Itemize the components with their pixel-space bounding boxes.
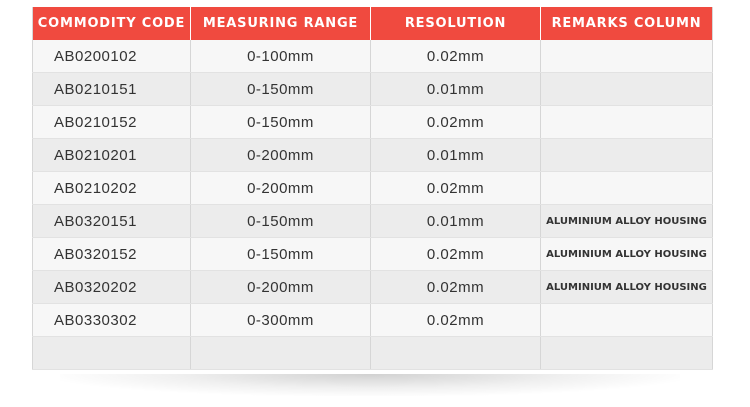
table-row bbox=[33, 40, 713, 73]
cell-measuring-range: 0-300mm bbox=[191, 304, 371, 337]
cell-remarks bbox=[541, 73, 713, 106]
cell-commodity-code: AB0210202 bbox=[33, 172, 191, 205]
cell-remarks: ALUMINIUM ALLOY HOUSING bbox=[541, 205, 713, 238]
cell-remarks bbox=[541, 106, 713, 139]
header-resolution: RESOLUTION bbox=[371, 7, 541, 40]
header-commodity-code: COMMODITY CODE bbox=[33, 7, 191, 40]
cell-remarks bbox=[541, 337, 713, 370]
cell-commodity-code: AB0320202 bbox=[33, 271, 191, 304]
cell-commodity-code: AB0200102 bbox=[33, 40, 191, 73]
cell-measuring-range: 0-150mm bbox=[191, 73, 371, 106]
spec-table bbox=[32, 7, 713, 370]
header-row bbox=[33, 7, 713, 40]
cell-commodity-code: AB0210201 bbox=[33, 139, 191, 172]
cell-measuring-range: 0-200mm bbox=[191, 139, 371, 172]
cell-remarks bbox=[541, 304, 713, 337]
header-measuring-range: MEASURING RANGE bbox=[191, 7, 371, 40]
cell-resolution: 0.02mm bbox=[371, 271, 541, 304]
cell-resolution: 0.02mm bbox=[371, 106, 541, 139]
cell-measuring-range: 0-200mm bbox=[191, 271, 371, 304]
cell-remarks bbox=[541, 172, 713, 205]
cell-measuring-range: 0-100mm bbox=[191, 40, 371, 73]
table-row bbox=[33, 205, 713, 238]
table-row bbox=[33, 304, 713, 337]
cell-resolution: 0.02mm bbox=[371, 40, 541, 73]
cell-measuring-range bbox=[191, 337, 371, 370]
cell-measuring-range: 0-200mm bbox=[191, 172, 371, 205]
cell-resolution: 0.02mm bbox=[371, 238, 541, 271]
cell-remarks: ALUMINIUM ALLOY HOUSING bbox=[541, 238, 713, 271]
cell-resolution bbox=[371, 337, 541, 370]
cell-commodity-code: AB0330302 bbox=[33, 304, 191, 337]
cell-commodity-code bbox=[33, 337, 191, 370]
cell-remarks: ALUMINIUM ALLOY HOUSING bbox=[541, 271, 713, 304]
cell-commodity-code: AB0210151 bbox=[33, 73, 191, 106]
table-row bbox=[33, 271, 713, 304]
cell-remarks bbox=[541, 139, 713, 172]
cell-commodity-code: AB0320151 bbox=[33, 205, 191, 238]
cell-resolution: 0.01mm bbox=[371, 205, 541, 238]
header-remarks-column: REMARKS COLUMN bbox=[541, 7, 713, 40]
cell-resolution: 0.01mm bbox=[371, 139, 541, 172]
cell-commodity-code: AB0320152 bbox=[33, 238, 191, 271]
spec-table-container bbox=[32, 7, 712, 373]
table-row bbox=[33, 73, 713, 106]
cell-resolution: 0.02mm bbox=[371, 304, 541, 337]
cell-measuring-range: 0-150mm bbox=[191, 106, 371, 139]
table-body bbox=[33, 40, 713, 370]
cell-measuring-range: 0-150mm bbox=[191, 238, 371, 271]
table-row bbox=[33, 172, 713, 205]
table-row bbox=[33, 106, 713, 139]
cell-remarks bbox=[541, 40, 713, 73]
table-row bbox=[33, 139, 713, 172]
cell-resolution: 0.01mm bbox=[371, 73, 541, 106]
cell-commodity-code: AB0210152 bbox=[33, 106, 191, 139]
table-row-empty bbox=[33, 337, 713, 370]
table-drop-shadow bbox=[60, 374, 680, 396]
table-row bbox=[33, 238, 713, 271]
cell-resolution: 0.02mm bbox=[371, 172, 541, 205]
cell-measuring-range: 0-150mm bbox=[191, 205, 371, 238]
table-header bbox=[33, 7, 713, 40]
